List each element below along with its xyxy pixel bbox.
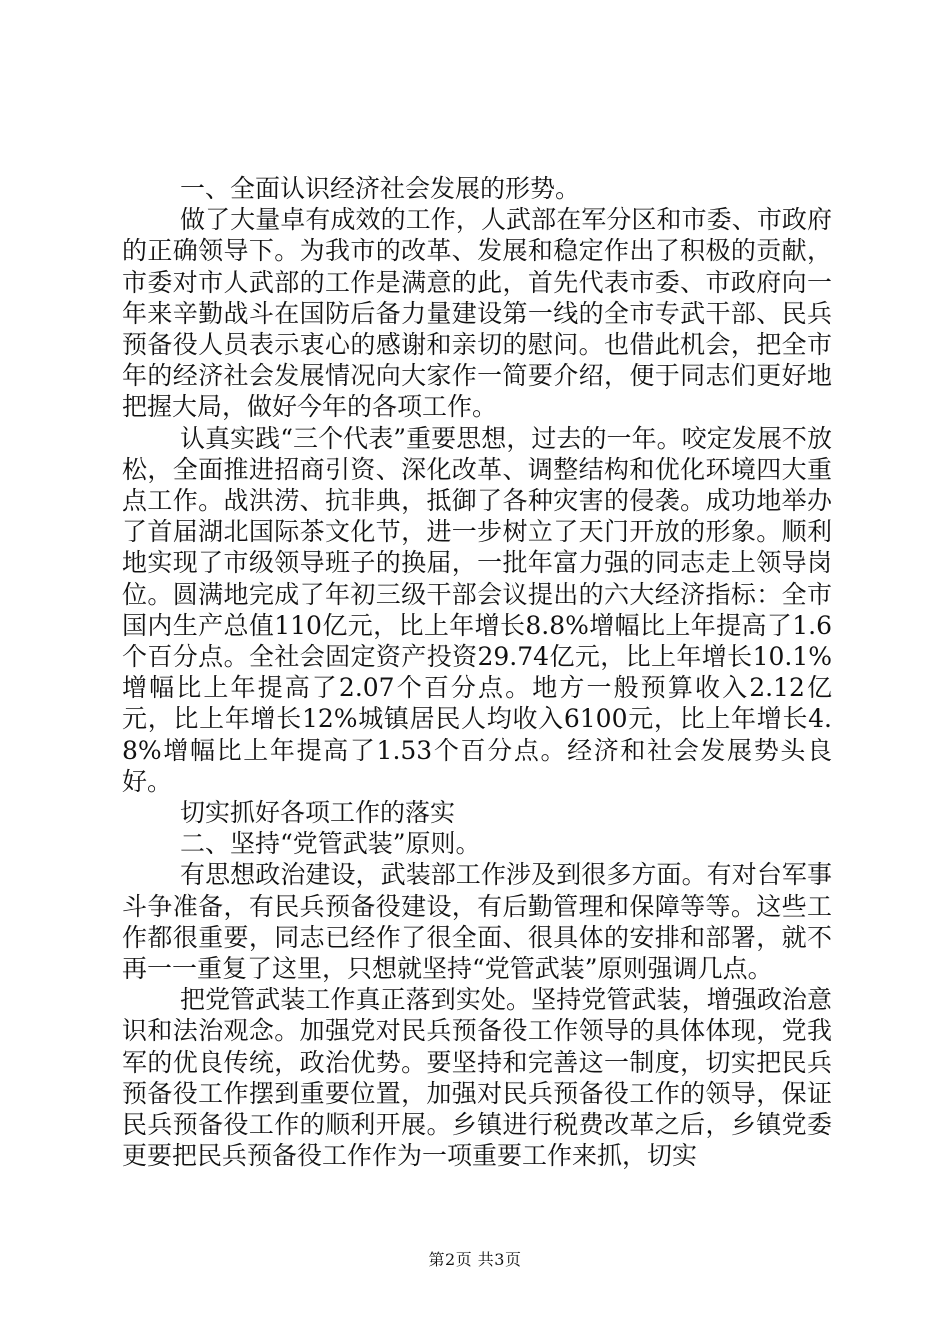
section-heading-1: 一、全面认识经济社会发展的形势。 [180,174,581,203]
paragraph-3: 有思想政治建设，武装部工作涉及到很多方面。有对台军事斗争准备，有民兵预备役建设，有后勤管理和保障等等。这些工作都很重要，同志已经作了很全面、很具体的安排和部署，就不再一一重复了这里，只想就坚持“党管武装”原则强调几点。 [122,860,832,984]
paragraph-2: 认真实践“三个代表”重要思想，过去的一年。咬定发展不放松，全面推进招商引资、深化改革、调整结构和优化环境四大重点工作。战洪涝、抗非典，抵御了各种灾害的侵袭。成功地举办了首届湖北国际茶文化节，进一步树立了天门开放的形象。顺利地实现了市级领导班子的换届，一批年富力强的同志走上领导岗位。圆满地完成了年初三级干部会议提出的六大经济指标：全市国内生产总值110亿元，比上年增长8.8%增幅比上年提高了1.6个百分点。全社会固定资产投资29.74亿元，比上年增长10.1%增幅比上年提高了2.07个百分点。地方一般预算收入2.12亿元，比上年增长12%城镇居民人均收入6100元，比上年增长4.8%增幅比上年提高了1.53个百分点。经济和社会发展势头良好。 [122,423,832,796]
section-heading-2: 二、坚持“党管武装”原则。 [180,829,481,859]
subheading-implementation: 切实抓好各项工作的落实 [180,798,456,828]
paragraph-4: 把党管武装工作真正落到实处。坚持党管武装，增强政治意识和法治观念。加强党对民兵预备役工作领导的具体体现，党我军的优良传统，政治优势。要坚持和完善这一制度，切实把民兵预备役工作摆到重要位置，加强对民兵预备役工作的领导，保证民兵预备役工作的顺利开展。乡镇进行税费改革之后，乡镇党委更要把民兵预备役工作作为一项重要工作来抓，切实 [122,985,832,1171]
paragraph-1: 做了大量卓有成效的工作，人武部在军分区和市委、市政府的正确领导下。为我市的改革、发展和稳定作出了积极的贡献，市委对市人武部的工作是满意的此，首先代表市委、市政府向一年来辛勤战斗在国防后备力量建设第一线的全市专武干部、民兵预备役人员表示衷心的感谢和亲切的慰问。也借此机会，把全市年的经济社会发展情况向大家作一简要介绍，便于同志们更好地把握大局，做好今年的各项工作。 [122,205,832,422]
document-body [122,173,832,1172]
page-footer: 第2页 共3页 [428,1250,522,1269]
